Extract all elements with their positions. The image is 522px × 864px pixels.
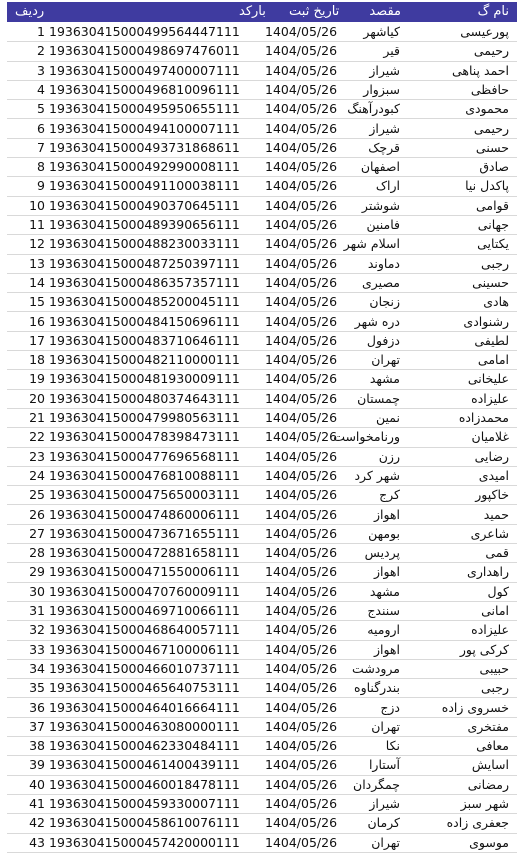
- cell-row-number: 17: [29, 332, 45, 348]
- cell-barcode: 193630415000474860006111: [49, 506, 240, 522]
- cell-destination: اهواز: [373, 506, 400, 522]
- cell-name: شاعری: [470, 525, 509, 541]
- cell-date: 1404/05/26: [265, 429, 338, 445]
- cell-barcode: 193630415000482110000111: [49, 352, 240, 368]
- cell-destination: شیراز: [369, 120, 400, 136]
- cell-date: 1404/05/26: [265, 776, 338, 792]
- cell-barcode: 193630415000467100006111: [49, 641, 240, 657]
- cell-name: معافی: [476, 738, 509, 754]
- cell-name: محمودی: [465, 101, 509, 117]
- cell-destination: نمین: [376, 410, 400, 425]
- cell-name: اسایش: [471, 757, 509, 773]
- cell-barcode: 193630415000473671655111: [49, 525, 240, 541]
- cell-name: حمید: [483, 506, 509, 522]
- table-row[interactable]: [7, 234, 517, 254]
- cell-name: علیزاده: [471, 390, 509, 406]
- cell-date: 1404/05/26: [265, 699, 338, 715]
- cell-date: 1404/05/26: [265, 313, 338, 329]
- cell-row-number: 3: [37, 62, 45, 78]
- table-row[interactable]: [7, 775, 517, 795]
- cell-date: 1404/05/26: [265, 294, 338, 310]
- cell-date: 1404/05/26: [265, 583, 338, 599]
- cell-barcode: 193630415000459330007111: [49, 796, 240, 811]
- cell-name: هادی: [483, 294, 509, 310]
- cell-date: 1404/05/26: [265, 390, 338, 406]
- cell-date: 1404/05/26: [265, 62, 338, 78]
- cell-row-number: 33: [29, 641, 45, 657]
- cell-barcode: 193630415000457420000111: [49, 834, 240, 850]
- cell-date: 1404/05/26: [265, 467, 338, 483]
- cell-destination: مرودشت: [352, 660, 400, 676]
- table-row[interactable]: [7, 447, 517, 467]
- cell-destination: اهواز: [373, 641, 400, 657]
- cell-row-number: 19: [29, 371, 45, 387]
- cell-barcode: 193630415000475650003111: [49, 487, 240, 503]
- cell-barcode: 193630415000487250397111: [49, 255, 240, 271]
- cell-row-number: 39: [29, 757, 45, 773]
- cell-name: خسروی زاده: [441, 699, 509, 715]
- cell-destination: مصیری: [362, 274, 400, 290]
- cell-row-number: 10: [29, 197, 45, 213]
- cell-date: 1404/05/26: [265, 274, 338, 290]
- cell-destination: چمگردان: [353, 776, 400, 792]
- cell-row-number: 12: [29, 236, 45, 252]
- cell-row-number: 20: [29, 390, 45, 406]
- cell-name: راهداری: [467, 564, 509, 580]
- cell-date: 1404/05/26: [265, 448, 338, 464]
- header-destination[interactable]: مقصد: [369, 4, 401, 19]
- cell-name: حافظی: [470, 81, 509, 97]
- cell-name: حبیبی: [479, 660, 509, 676]
- table-row[interactable]: [7, 408, 517, 428]
- cell-date: 1404/05/26: [265, 641, 338, 657]
- cell-row-number: 14: [29, 274, 45, 290]
- cell-barcode: 193630415000470760009111: [49, 583, 240, 599]
- table-row[interactable]: [7, 331, 517, 351]
- cell-date: 1404/05/26: [265, 660, 338, 676]
- cell-destination: اسلام شهر: [343, 236, 400, 252]
- cell-name: محمدزاده: [458, 410, 509, 425]
- cell-row-number: 36: [29, 699, 45, 715]
- cell-destination: بومهن: [368, 525, 400, 541]
- cell-row-number: 29: [29, 564, 45, 580]
- cell-barcode: 193630415000491100038111: [49, 178, 240, 194]
- cell-date: 1404/05/26: [265, 410, 338, 425]
- table-row[interactable]: [7, 369, 517, 389]
- cell-destination: شوشتر: [361, 197, 400, 213]
- cell-destination: دره شهر: [354, 313, 400, 329]
- cell-destination: اصفهان: [360, 159, 400, 175]
- cell-barcode: 193630415000458610076111: [49, 815, 240, 831]
- table-row[interactable]: [7, 833, 517, 853]
- cell-destination: ورنامخواست: [333, 429, 400, 445]
- table-row[interactable]: [7, 659, 517, 679]
- cell-date: 1404/05/26: [265, 757, 338, 773]
- cell-name: یکتایی: [477, 236, 509, 252]
- cell-name: رجبی: [481, 680, 509, 696]
- cell-row-number: 15: [29, 294, 45, 310]
- table-row[interactable]: [7, 41, 517, 61]
- table-row[interactable]: [7, 678, 517, 698]
- cell-row-number: 18: [29, 352, 45, 368]
- cell-name: رمضانی: [467, 776, 509, 792]
- cell-row-number: 2: [37, 43, 45, 59]
- cell-row-number: 24: [29, 467, 45, 483]
- cell-date: 1404/05/26: [265, 525, 338, 541]
- cell-destination: شهر کرد: [354, 467, 400, 483]
- cell-date: 1404/05/26: [265, 178, 338, 194]
- cell-destination: آستارا: [368, 757, 400, 773]
- header-date[interactable]: تاریخ ثبت: [289, 4, 340, 19]
- cell-row-number: 38: [29, 738, 45, 754]
- table-row[interactable]: [7, 562, 517, 582]
- cell-destination: قیر: [383, 43, 400, 59]
- cell-date: 1404/05/26: [265, 545, 338, 561]
- cell-destination: دزج: [380, 699, 400, 715]
- cell-name: پورعیسی: [460, 24, 509, 39]
- cell-date: 1404/05/26: [265, 371, 338, 387]
- table-row[interactable]: [7, 99, 517, 119]
- cell-barcode: 193630415000492990008111: [49, 159, 240, 175]
- cell-barcode: 193630415000464016664111: [49, 699, 240, 715]
- cell-date: 1404/05/26: [265, 217, 338, 232]
- table-row[interactable]: [7, 640, 517, 660]
- table-row[interactable]: [7, 524, 517, 544]
- cell-name: موسوی: [469, 834, 509, 850]
- cell-row-number: 43: [29, 834, 45, 850]
- cell-row-number: 25: [29, 487, 45, 503]
- cell-barcode: 193630415000490370645111: [49, 197, 240, 213]
- cell-name: جعفری زاده: [446, 815, 509, 831]
- cell-barcode: 193630415000476810088111: [49, 467, 240, 483]
- cell-date: 1404/05/26: [265, 197, 338, 213]
- cell-row-number: 35: [29, 680, 45, 696]
- table-row[interactable]: [7, 157, 517, 177]
- cell-row-number: 40: [29, 776, 45, 792]
- cell-name: رحیمی: [473, 43, 509, 59]
- cell-destination: چمستان: [357, 390, 400, 406]
- cell-barcode: 193630415000481930009111: [49, 371, 240, 387]
- cell-name: رضایی: [474, 448, 509, 464]
- cell-destination: نکا: [385, 738, 400, 754]
- cell-row-number: 21: [29, 410, 45, 425]
- table-row[interactable]: [7, 427, 517, 447]
- cell-row-number: 27: [29, 525, 45, 541]
- cell-row-number: 23: [29, 448, 45, 464]
- cell-name: رجبی: [481, 255, 509, 271]
- cell-date: 1404/05/26: [265, 332, 338, 348]
- cell-name: صادق: [479, 159, 509, 175]
- cell-name: کرکی پور: [459, 641, 509, 657]
- cell-date: 1404/05/26: [265, 738, 338, 754]
- cell-date: 1404/05/26: [265, 24, 338, 39]
- cell-barcode: 193630415000480374643111: [49, 390, 240, 406]
- cell-date: 1404/05/26: [265, 834, 338, 850]
- table-row[interactable]: [7, 273, 517, 293]
- cell-date: 1404/05/26: [265, 487, 338, 503]
- cell-row-number: 26: [29, 506, 45, 522]
- cell-row-number: 8: [37, 159, 45, 175]
- table-row[interactable]: [7, 736, 517, 756]
- cell-barcode: 193630415000477696568111: [49, 448, 240, 464]
- cell-row-number: 34: [29, 660, 45, 676]
- cell-name: علیخانی: [467, 371, 509, 387]
- cell-barcode: 193630415000461400439111: [49, 757, 240, 773]
- cell-row-number: 1: [37, 24, 45, 39]
- cell-name: رشنوادی: [463, 313, 509, 329]
- table-row[interactable]: [7, 505, 517, 525]
- cell-row-number: 30: [29, 583, 45, 599]
- cell-destination: دماوند: [367, 255, 400, 271]
- table-row[interactable]: [7, 61, 517, 81]
- cell-date: 1404/05/26: [265, 815, 338, 831]
- table-row[interactable]: [7, 312, 517, 332]
- cell-destination: شیراز: [369, 62, 400, 78]
- cell-date: 1404/05/26: [265, 120, 338, 136]
- cell-barcode: 193630415000483710646111: [49, 332, 240, 348]
- cell-destination: رزن: [378, 448, 400, 464]
- cell-row-number: 42: [29, 815, 45, 831]
- cell-destination: ارومیه: [367, 622, 400, 638]
- cell-date: 1404/05/26: [265, 81, 338, 97]
- table-row[interactable]: [7, 254, 517, 274]
- cell-name: حسنی: [475, 139, 509, 155]
- cell-name: حسینی: [472, 274, 509, 290]
- cell-date: 1404/05/26: [265, 43, 338, 59]
- cell-name: رحیمی: [473, 120, 509, 136]
- cell-barcode: 193630415000498697476011: [49, 43, 240, 59]
- cell-barcode: 193630415000496810096111: [49, 81, 240, 97]
- table-row[interactable]: [7, 138, 517, 158]
- cell-name: غلامیان: [471, 429, 509, 445]
- cell-barcode: 193630415000489390656111: [49, 217, 240, 232]
- cell-date: 1404/05/26: [265, 796, 338, 811]
- table-row[interactable]: [7, 698, 517, 718]
- cell-destination: پردیس: [364, 545, 400, 561]
- cell-date: 1404/05/26: [265, 603, 338, 618]
- cell-row-number: 22: [29, 429, 45, 445]
- cell-destination: اراک: [375, 178, 400, 194]
- cell-row-number: 41: [29, 796, 45, 811]
- cell-barcode: 193630415000493731868611: [49, 139, 240, 155]
- table-row[interactable]: [7, 176, 517, 196]
- table-row[interactable]: [7, 80, 517, 100]
- table-row[interactable]: [7, 215, 517, 235]
- cell-row-number: 13: [29, 255, 45, 271]
- cell-barcode: 193630415000479980563111: [49, 410, 240, 425]
- cell-name: امانی: [481, 603, 509, 618]
- cell-row-number: 28: [29, 545, 45, 561]
- cell-row-number: 32: [29, 622, 45, 638]
- table-row[interactable]: [7, 794, 517, 814]
- cell-date: 1404/05/26: [265, 622, 338, 638]
- table-row[interactable]: [7, 466, 517, 486]
- cell-date: 1404/05/26: [265, 255, 338, 271]
- cell-destination: بندرگناوه: [354, 680, 400, 696]
- cell-row-number: 6: [37, 120, 45, 136]
- table-row[interactable]: [7, 119, 517, 139]
- cell-destination: تهران: [371, 834, 400, 850]
- cell-barcode: 193630415000488230033111: [49, 236, 240, 252]
- table-header: [7, 2, 517, 22]
- table-row[interactable]: [7, 582, 517, 602]
- cell-destination: کرمان: [367, 815, 400, 831]
- cell-destination: تهران: [371, 352, 400, 368]
- cell-destination: کرج: [379, 487, 400, 503]
- cell-barcode: 193630415000499564447111: [49, 24, 240, 39]
- table-row[interactable]: [7, 22, 517, 42]
- header-row-number[interactable]: ردیف: [15, 4, 45, 19]
- cell-destination: فامنین: [366, 217, 400, 232]
- cell-name: پاکدل نیا: [465, 178, 509, 194]
- cell-date: 1404/05/26: [265, 680, 338, 696]
- cell-row-number: 11: [29, 217, 45, 232]
- cell-date: 1404/05/26: [265, 159, 338, 175]
- cell-barcode: 193630415000485200045111: [49, 294, 240, 310]
- table-row[interactable]: [7, 485, 517, 505]
- cell-barcode: 193630415000494100007111: [49, 120, 240, 136]
- cell-date: 1404/05/26: [265, 718, 338, 734]
- cell-row-number: 5: [37, 101, 45, 117]
- cell-destination: زنجان: [369, 294, 400, 310]
- cell-row-number: 37: [29, 718, 45, 734]
- cell-barcode: 193630415000478398473111: [49, 429, 240, 445]
- table-row[interactable]: [7, 813, 517, 833]
- cell-date: 1404/05/26: [265, 139, 338, 155]
- cell-barcode: 193630415000484150696111: [49, 313, 240, 329]
- cell-row-number: 16: [29, 313, 45, 329]
- cell-name: لطیفی: [474, 332, 509, 348]
- header-barcode[interactable]: بارکد: [239, 4, 266, 19]
- cell-destination: سنندج: [367, 603, 400, 618]
- cell-name: احمد پناهی: [451, 62, 509, 78]
- cell-name: کول: [487, 583, 509, 599]
- cell-barcode: 193630415000465640753111: [49, 680, 240, 696]
- cell-destination: دزفول: [366, 332, 400, 348]
- cell-date: 1404/05/26: [265, 352, 338, 368]
- cell-date: 1404/05/26: [265, 236, 338, 252]
- cell-date: 1404/05/26: [265, 564, 338, 580]
- cell-date: 1404/05/26: [265, 101, 338, 117]
- table-row[interactable]: [7, 196, 517, 216]
- cell-barcode: 193630415000495950655111: [49, 101, 240, 117]
- cell-destination: مشهد: [369, 371, 400, 387]
- cell-barcode: 193630415000468640057111: [49, 622, 240, 638]
- table-row[interactable]: [7, 350, 517, 370]
- cell-name: قوامی: [475, 197, 509, 213]
- cell-row-number: 31: [29, 603, 45, 618]
- cell-name: خاکپور: [475, 487, 509, 503]
- cell-name: جهانی: [477, 217, 509, 232]
- cell-destination: شیراز: [369, 796, 400, 811]
- cell-name: علیزاده: [471, 622, 509, 638]
- cell-name: شهر سبز: [460, 796, 509, 811]
- cell-row-number: 7: [37, 139, 45, 155]
- table-row[interactable]: [7, 292, 517, 312]
- cell-destination: مشهد: [369, 583, 400, 599]
- cell-barcode: 193630415000462330484111: [49, 738, 240, 754]
- cell-destination: کیاشهر: [363, 24, 400, 39]
- table-row[interactable]: [7, 543, 517, 563]
- cell-barcode: 193630415000460018478111: [49, 776, 240, 792]
- table-row[interactable]: [7, 620, 517, 640]
- cell-destination: قرچک: [368, 139, 400, 155]
- cell-barcode: 193630415000497400007111: [49, 62, 240, 78]
- cell-row-number: 9: [37, 178, 45, 194]
- table-row[interactable]: [7, 389, 517, 409]
- cell-destination: سبزوار: [363, 81, 400, 97]
- cell-date: 1404/05/26: [265, 506, 338, 522]
- table-row[interactable]: [7, 717, 517, 737]
- cell-name: مفتخری: [467, 718, 509, 734]
- cell-barcode: 193630415000466010737111: [49, 660, 240, 676]
- table-row[interactable]: [7, 755, 517, 775]
- header-name[interactable]: نام گ: [477, 4, 509, 19]
- cell-barcode: 193630415000472881658111: [49, 545, 240, 561]
- cell-row-number: 4: [37, 81, 45, 97]
- table-row[interactable]: [7, 601, 517, 621]
- cell-name: قمی: [485, 545, 509, 561]
- cell-barcode: 193630415000463080000111: [49, 718, 240, 734]
- cell-destination: اهواز: [373, 564, 400, 580]
- cell-destination: تهران: [371, 718, 400, 734]
- cell-name: امامی: [477, 352, 509, 368]
- cell-name: امیدی: [478, 467, 509, 483]
- cell-barcode: 193630415000486357357111: [49, 274, 240, 290]
- cell-barcode: 193630415000471550006111: [49, 564, 240, 580]
- shipments-table: [7, 2, 517, 858]
- cell-barcode: 193630415000469710066111: [49, 603, 240, 618]
- cell-destination: کبودرآهنگ: [347, 101, 400, 117]
